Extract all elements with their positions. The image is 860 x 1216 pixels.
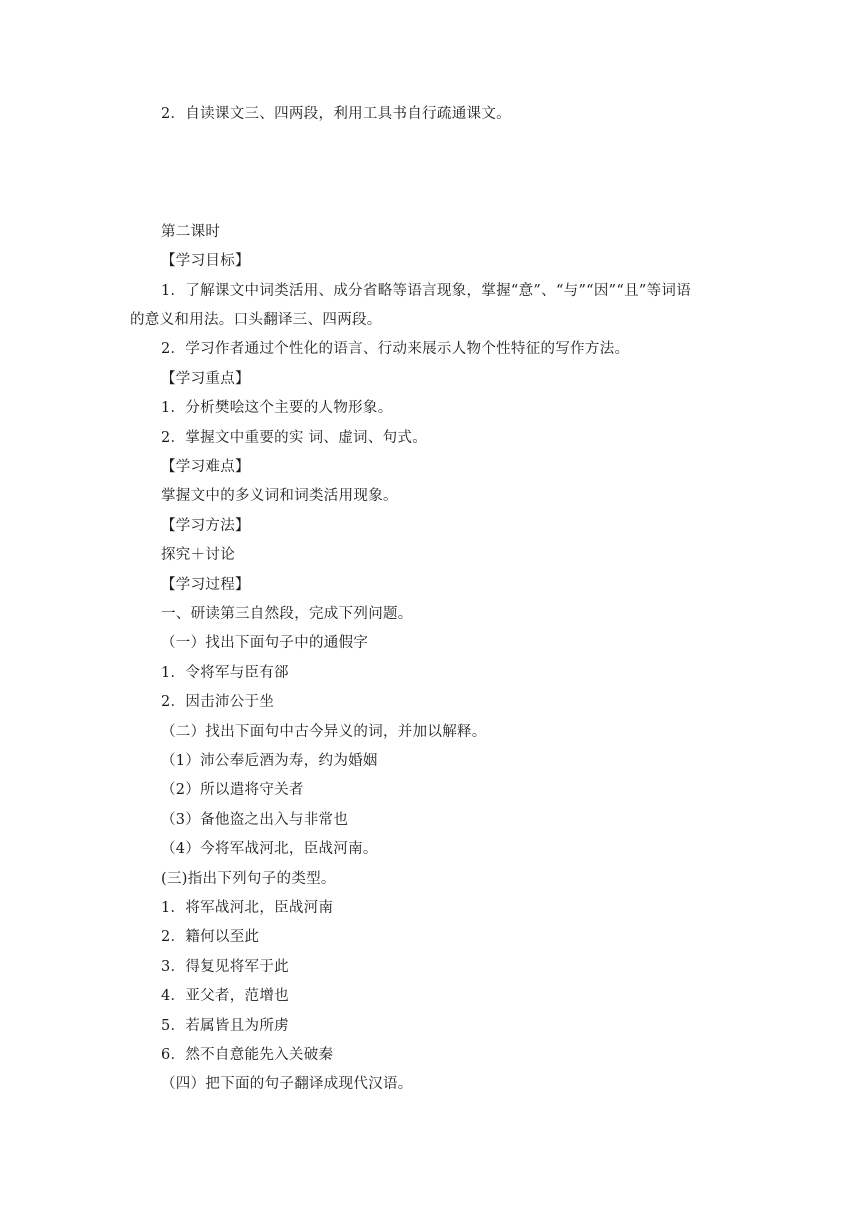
- list-item: 2．因击沛公于坐: [161, 694, 275, 710]
- section-heading: 【学习目标】: [161, 253, 250, 269]
- text-line: 1．了解课文中词类活用、成分省略等语言现象，掌握“意”、“与”“因”“且”等词语: [161, 283, 692, 299]
- text-line: 一、研读第三自然段，完成下列问题。: [161, 606, 413, 622]
- text-line: 2．掌握文中重要的实 词、虚词、句式。: [161, 430, 428, 446]
- list-item: 3．得复见将军于此: [161, 959, 289, 975]
- list-item: 4．亚父者，范增也: [161, 988, 289, 1004]
- text-line: 2．学习作者通过个性化的语言、行动来展示人物个性特征的写作方法。: [161, 341, 630, 357]
- lesson-heading: 第二课时: [161, 224, 221, 240]
- list-item: （2）所以遣将守关者: [161, 782, 304, 798]
- section-heading: 【学习过程】: [161, 577, 250, 593]
- list-item: 1．将军战河北，臣战河南: [161, 900, 334, 916]
- section-heading: 【学习难点】: [161, 459, 250, 475]
- list-item: （4）今将军战河北，臣战河南。: [161, 841, 378, 857]
- text-line: 2．自读课文三、四两段，利用工具书自行疏通课文。: [161, 106, 511, 122]
- section-heading: 【学习重点】: [161, 371, 250, 387]
- text-line: 1．分析樊哙这个主要的人物形象。: [161, 400, 393, 416]
- subsection-heading: （二）找出下面句中古今异义的词，并加以解释。: [161, 724, 487, 740]
- list-item: 6．然不自意能先入关破秦: [161, 1047, 334, 1063]
- subsection-heading: (三)指出下列句子的类型。: [161, 871, 336, 887]
- subsection-heading: （一）找出下面句子中的通假字: [161, 635, 369, 651]
- text-line: 的意义和用法。口头翻译三、四两段。: [130, 312, 382, 328]
- section-heading: 【学习方法】: [161, 518, 250, 534]
- subsection-heading: （四）把下面的句子翻译成现代汉语。: [161, 1076, 413, 1092]
- list-item: 5．若属皆且为所虏: [161, 1018, 289, 1034]
- list-item: 1．令将军与臣有郤: [161, 665, 289, 681]
- list-item: （1）沛公奉卮酒为寿，约为婚姻: [161, 753, 378, 769]
- text-line: 掌握文中的多义词和词类活用现象。: [161, 488, 398, 504]
- list-item: 2．籍何以至此: [161, 929, 260, 945]
- text-line: 探究＋讨论: [161, 547, 235, 563]
- list-item: （3）备他盗之出入与非常也: [161, 812, 349, 828]
